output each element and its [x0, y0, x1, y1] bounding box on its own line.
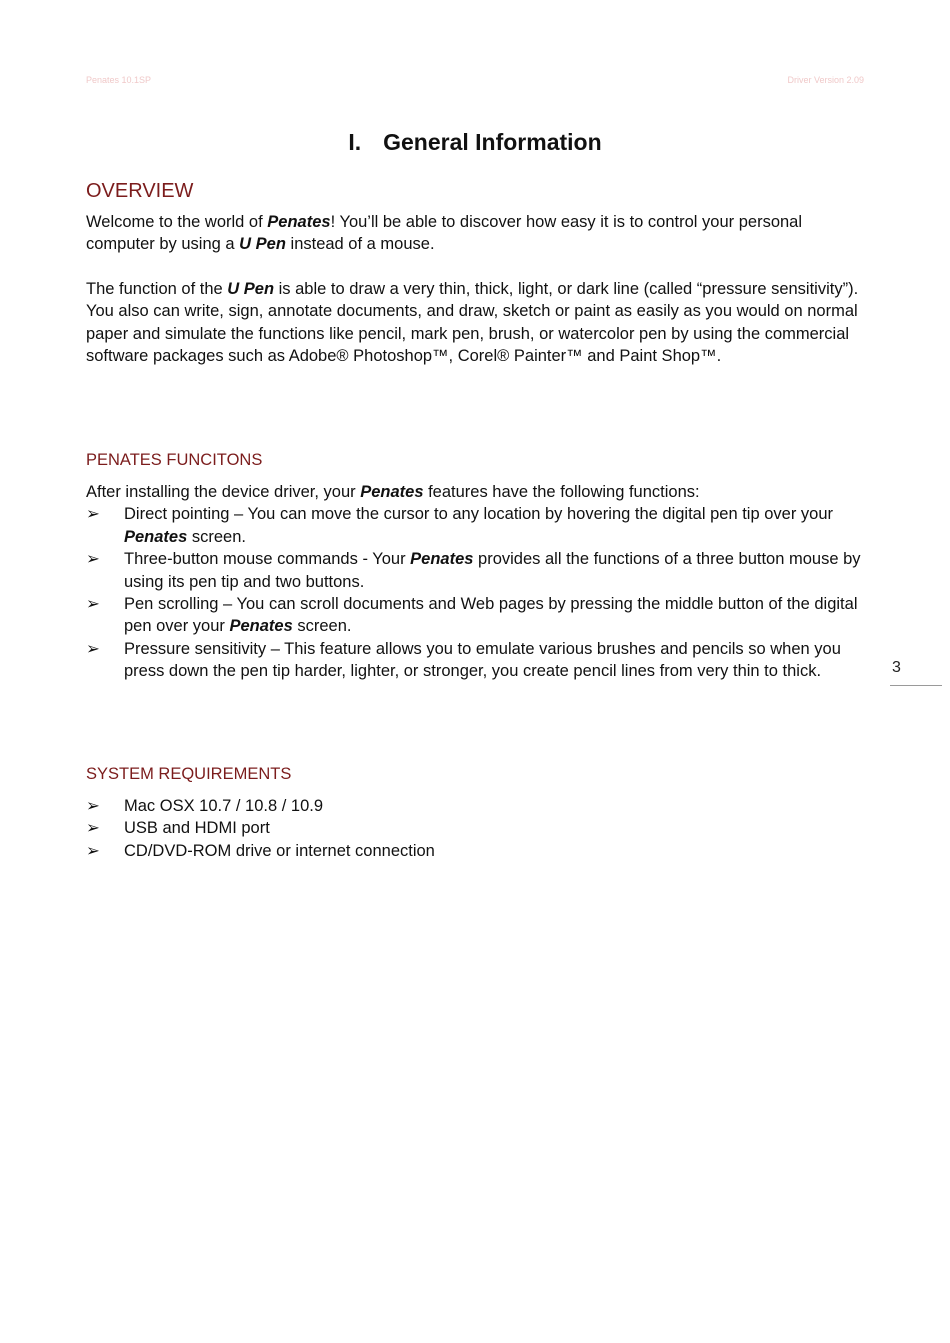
text-run: The function of the — [86, 279, 228, 298]
header-right: Driver Version 2.09 — [787, 75, 864, 85]
text-run: provides all the functions of a three button mouse by using its pen tip and two buttons. — [124, 550, 861, 591]
text-run: screen. — [187, 527, 246, 546]
overview-section — [86, 211, 861, 367]
text-run: Mac OSX 10.7 / 10.8 / 10.9 — [124, 797, 324, 815]
functions-list — [86, 503, 861, 682]
text-run: Pressure sensitivity – This feature allows you to emulate various brushes and pencils so when you press down the pen tip harder, lighter, or stronger, you create pencil lines from very thin to thick. — [124, 639, 841, 681]
requirements-list — [86, 795, 861, 862]
emphasis-penates: Penates — [124, 527, 188, 546]
page-number-rule — [890, 685, 942, 686]
emphasis-penates: Penates — [360, 483, 424, 501]
list-item — [86, 593, 861, 638]
arrow-bullet-icon: ➢ — [86, 595, 100, 614]
list-item — [86, 795, 861, 817]
arrow-bullet-icon: ➢ — [86, 505, 100, 524]
list-item — [86, 503, 861, 548]
text-run: instead of a mouse. — [285, 235, 435, 254]
arrow-bullet-icon: ➢ — [86, 819, 100, 838]
text-run: Welcome to the world of — [86, 213, 268, 231]
emphasis-u-pen: U Pen — [239, 235, 286, 254]
overview-heading: OVERVIEW — [86, 180, 194, 202]
text-run: Direct pointing – You can move the cursor to any location by hovering the digital pen tip over your — [124, 505, 834, 524]
title-text: General Information — [383, 129, 602, 155]
text-run: is able to draw a very thin, thick, light, or dark line (called “pressure sensitivity”). You also can write, sign, annotate documents, and draw, sketch or paint as easily as you would on normal paper and simulate the functions like pencil, mark pen, brush, or watercolor pen by using the commercial software packages such as Adobe® Photoshop™, Corel® Painter™ and Paint Shop™. — [86, 279, 859, 366]
page-number: 3 — [892, 659, 901, 676]
emphasis-penates: Penates — [410, 550, 474, 569]
text-run: screen. — [292, 617, 352, 636]
list-item — [86, 840, 861, 862]
text-run: CD/DVD-ROM drive or internet connection — [124, 841, 435, 860]
list-item — [86, 817, 861, 839]
functions-section — [86, 481, 861, 683]
overview-paragraph-1 — [86, 211, 861, 256]
text-run: Three-button mouse commands - Your — [124, 550, 411, 569]
arrow-bullet-icon: ➢ — [86, 550, 100, 569]
emphasis-penates: Penates — [267, 213, 331, 231]
page-title — [0, 129, 950, 156]
text-run: USB and HDMI port — [124, 819, 270, 838]
list-item — [86, 638, 861, 683]
arrow-bullet-icon: ➢ — [86, 797, 100, 815]
overview-paragraph-2 — [86, 278, 861, 368]
text-run: Pen scrolling – You can scroll documents and Web pages by pressing the middle button of the digital pen over your — [124, 595, 858, 636]
requirements-section — [86, 795, 861, 862]
emphasis-penates: Penates — [229, 617, 293, 636]
list-item — [86, 548, 861, 593]
emphasis-u-pen: U Pen — [227, 279, 275, 298]
functions-intro — [86, 481, 861, 503]
title-number: I. — [348, 129, 362, 155]
text-run: features have the following functions: — [423, 483, 700, 501]
arrow-bullet-icon: ➢ — [86, 639, 100, 658]
header-left: Penates 10.1SP — [86, 75, 152, 85]
functions-heading: PENATES FUNCITONS — [86, 451, 263, 469]
requirements-heading: SYSTEM REQUIREMENTS — [86, 765, 292, 783]
text-run: After installing the device driver, your — [86, 483, 361, 501]
text-run: ! You’ll be able to discover how easy it is to control your personal computer by using a — [86, 213, 803, 254]
arrow-bullet-icon: ➢ — [86, 841, 100, 860]
